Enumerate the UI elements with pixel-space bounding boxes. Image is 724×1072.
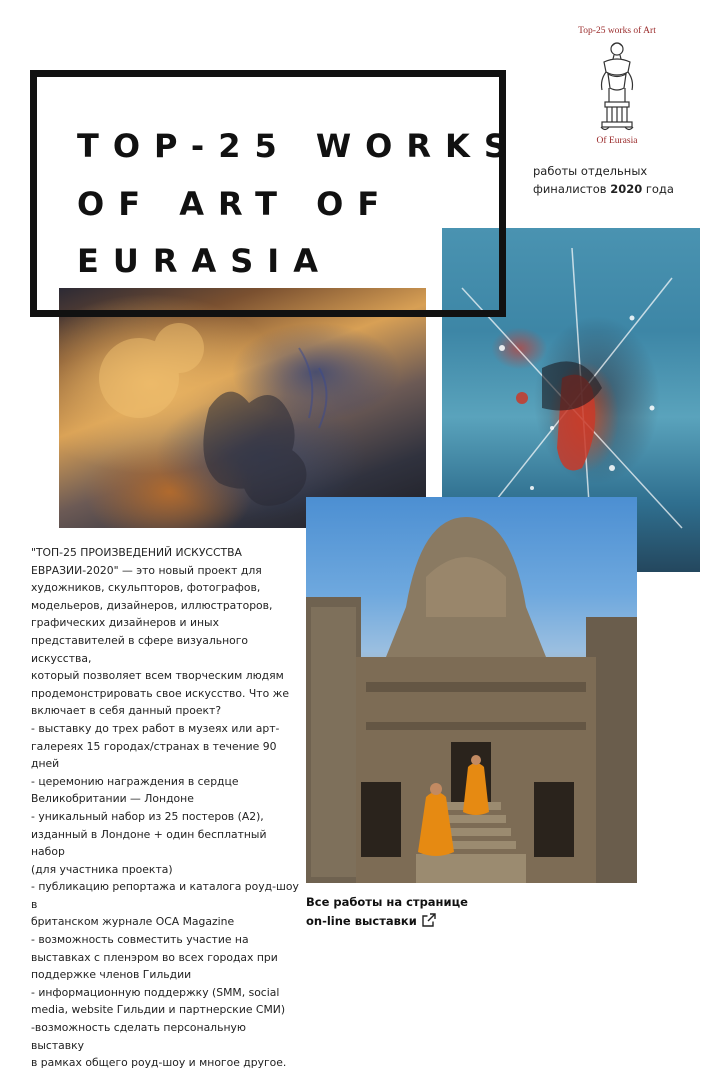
online-gallery-link[interactable] [306, 893, 506, 931]
body-line: Великобритании — Лондоне [31, 792, 194, 806]
body-line: - церемонию награждения в сердце [31, 774, 239, 788]
body-line: (для участника проекта) [31, 862, 173, 876]
abstract-painting-warm [59, 288, 426, 528]
body-line: - выставку до трех работ в музеях или арт- [31, 721, 280, 735]
link-line-2-wrap[interactable] [306, 912, 506, 931]
body-line: британском журнале OCA Magazine [31, 915, 235, 929]
body-line: - публикацию репортажа и каталога роуд-шоу в [31, 880, 299, 911]
title-box [30, 70, 521, 317]
body-line: включает в себя данный проект? [31, 704, 222, 718]
title-line-3: EURASIA [77, 242, 332, 280]
body-line: - уникальный набор из 25 постеров (А2), [31, 809, 264, 823]
body-line: графических дизайнеров и иных [31, 616, 219, 630]
body-text [31, 544, 301, 1072]
body-line: художников, скульпторов, фотографов, [31, 581, 261, 595]
body-line: поддержке членов Гильдии [31, 968, 192, 982]
temple-monks-photo [306, 497, 637, 883]
body-line: продемонстрировать свое искусство. Что же [31, 686, 289, 700]
body-line: "ТОП-25 ПРОИЗВЕДЕНИЙ ИСКУССТВА [31, 546, 242, 559]
body-line: галереях 15 городах/странах в течение 90 дней [31, 739, 277, 771]
body-line: изданный в Лондоне + один бесплатный набор [31, 827, 267, 859]
subtitle-text-before: работы отдельных финалистов [533, 164, 648, 196]
body-line: - информационную поддержку (SMM, social [31, 985, 280, 999]
title-line-1: TOP-25 WORKS [77, 127, 521, 165]
subtitle-year: 2020 [610, 182, 643, 196]
body-line: в рамках общего роуд-шоу и многое другое. [31, 1056, 287, 1070]
link-line-2[interactable]: on-line выставки [306, 914, 417, 928]
subtitle-text-after: года [642, 182, 674, 196]
link-line-1[interactable]: Все работы на странице [306, 895, 468, 909]
body-line: выставках с пленэром во всех городах при [31, 950, 278, 964]
body-line: модельеров, дизайнеров, иллюстраторов, [31, 598, 273, 612]
title-line-2: OF ART OF [77, 185, 394, 223]
logo [564, 22, 670, 152]
body-line: представителей в сфере визуального искусства, [31, 633, 249, 665]
logo-top-text: Top-25 works of Art [578, 26, 656, 36]
body-line: который позволяет всем творческим людям [31, 669, 284, 683]
body-line: -возможность сделать персональную выставку [31, 1021, 246, 1052]
body-line: ЕВРАЗИИ-2020" — это новый проект для [31, 563, 262, 577]
subtitle [533, 162, 703, 198]
external-link-icon[interactable] [422, 913, 436, 927]
body-line: - возможность совместить участие на [31, 933, 249, 947]
body-line: media, website Гильдии и партнерские СМИ) [31, 1003, 286, 1017]
temple-detail [306, 497, 637, 883]
logo-bottom-text: Of Eurasia [596, 136, 638, 146]
statue-icon [592, 38, 642, 134]
painting-warm-detail [59, 288, 426, 528]
